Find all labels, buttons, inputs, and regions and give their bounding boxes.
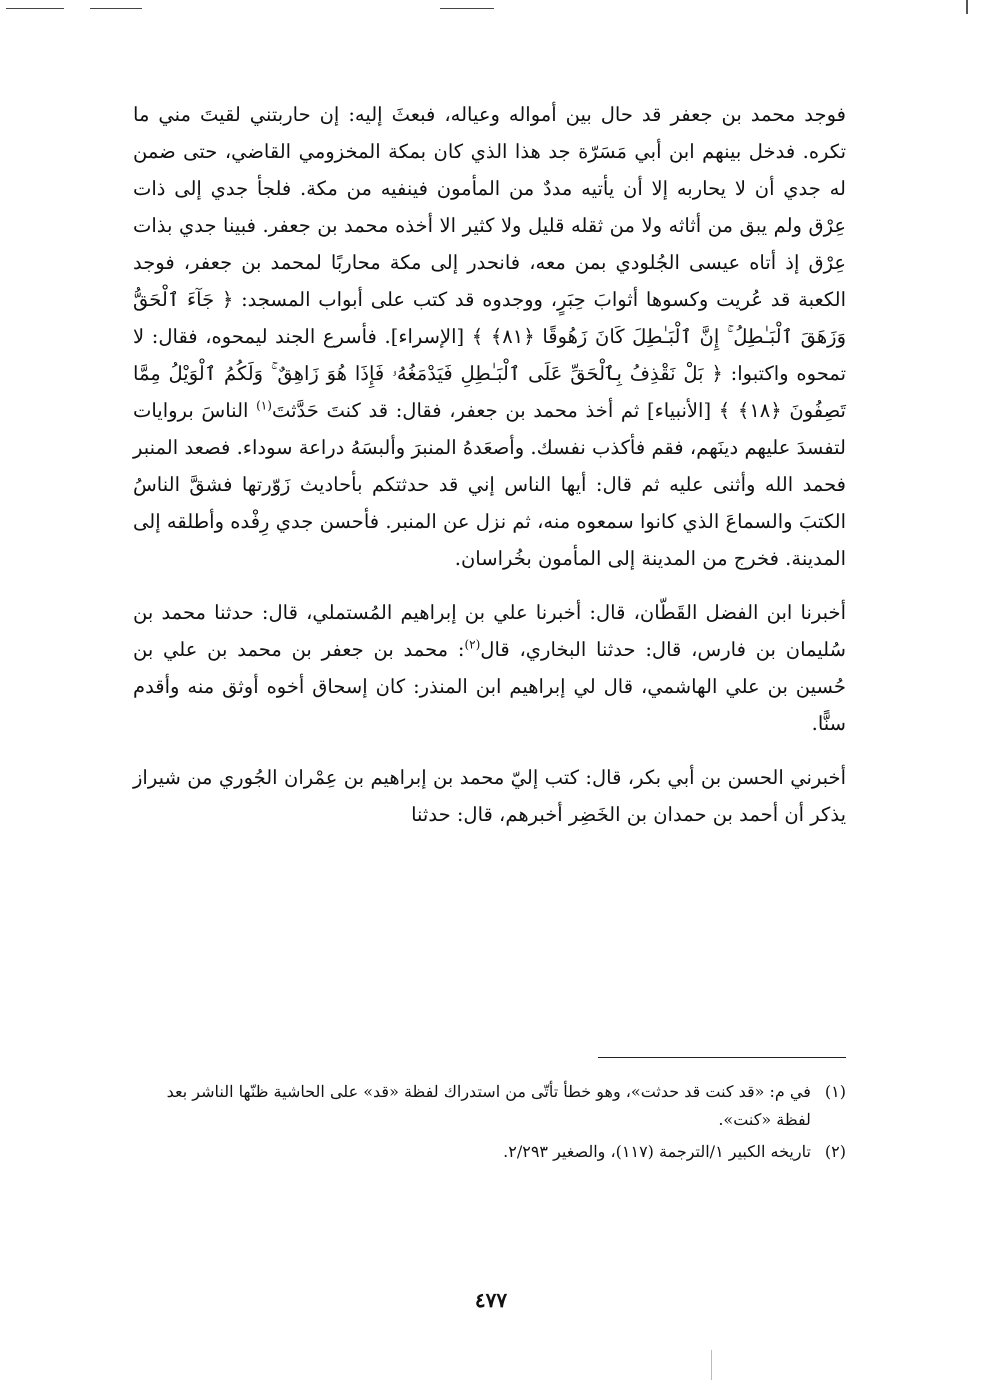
header-rule-left-2 [90, 8, 142, 9]
main-text [133, 96, 846, 833]
footnote-ref-2[interactable]: (٢) [464, 637, 481, 652]
footnote-1-number: (١) [824, 1082, 846, 1101]
footnote-ref-1[interactable]: (١) [256, 398, 272, 413]
paragraph-1-continuation: الناسَ بروايات لتفسدَ عليهم دينَهم، فقم فأكذب نفسك. وأصعَدهُ المنبرَ وألبسَهُ دراعة سوداء. فصعد المنبر فحمد الله وأثنى عليه ثم قال: أيها الناس إني قد حدثتكم بأحاديث زَوّرتها فشقَّ الناسُ الكتبَ والسماعَ الذي كانوا سمعوه منه، ثم نزل عن المنبر. فأحسن جدي رِفْده وأطلقه إلى المدينة. فخرج من المدينة إلى المأمون بخُراسان. [133, 399, 846, 570]
footnote-1 [133, 1078, 846, 1134]
paragraph-2-continuation: : محمد بن جعفر بن محمد بن علي بن حُسين بن علي الهاشمي، قال لي إبراهيم ابن المنذر: كان إسحاق أخوه أوثق منه وأقدم سنًّا. [133, 638, 846, 735]
paragraph-1 [133, 96, 846, 577]
scan-corner-mark [966, 0, 968, 14]
paragraph-3 [133, 759, 846, 833]
page-number: ٤٧٧ [474, 1288, 508, 1312]
header-rule-center [440, 8, 494, 9]
footnote-separator [598, 1057, 846, 1058]
footnote-2-text: تاريخه الكبير ١/الترجمة (١١٧)، والصغير ٢/٢٩٣. [503, 1142, 811, 1161]
paragraph-3-text: أخبرني الحسن بن أبي بكر، قال: كتب إليّ محمد بن إبراهيم بن عِمْران الجُوري من شيراز يذكر أن أحمد بن حمدان بن الخَضِر أخبرهم، قال: حدثنا [133, 766, 846, 826]
paragraph-2-text: أخبرنا ابن الفضل القَطّان، قال: أخبرنا علي بن إبراهيم المُستملي، قال: حدثنا محمد بن سُليمان بن فارس، قال: حدثنا البخاري، قال [133, 601, 846, 661]
scan-artifact-line [711, 1350, 712, 1380]
paragraph-2 [133, 594, 846, 742]
footnotes [133, 1078, 846, 1170]
header-rule-left [6, 8, 64, 9]
footnote-2 [133, 1138, 846, 1166]
paragraph-1-text: فوجد محمد بن جعفر قد حال بين أمواله وعياله، فبعثَ إليه: إن حاربتني لقيتَ مني ما تكره. فدخل بينهم ابن أبي مَسَرّة جد هذا الذي كان بمكة المخزومي القاضي، حتى ضمن له جدي أن لا يحاربه إلا أن يأتيه مددٌ من المأمون فينفيه من مكة. فلجأ جدي إلى ذات عِرْق ولم يبق من أثاثه ولا من ثقله قليل ولا كثير الا أخذه محمد بن جعفر. فبينا جدي بذات عِرْق إذ أتاه عيسى الجُلودي بمن معه، فانحدر إلى مكة محاربًا لمحمد بن جعفر، فوجد الكعبة قد عُريت وكسوها أثوابَ حِبَرٍ، ووجدوه قد كتب على أبواب المسجد: ﴿ جَآءَ ٱلْحَقُّ وَزَهَقَ ٱلْبَـٰطِلُ ۚ إِنَّ ٱلْبَـٰطِلَ كَانَ زَهُوقًا ﴿٨١﴾ ﴾ [الإسراء]. فأسرع الجند ليمحوه، فقال: لا تمحوه واكتبوا: ﴿ بَلْ نَقْذِفُ بِٱلْحَقِّ عَلَى ٱلْبَـٰطِلِ فَيَدْمَغُهُۥ فَإِذَا هُوَ زَاهِقٌ ۚ وَلَكُمُ ٱلْوَيْلُ مِمَّا تَصِفُونَ ﴿١٨﴾ ﴾ [الأنبياء] ثم أخذ محمد بن جعفر، فقال: قد كنتَ حَدَّثتَ [133, 103, 846, 422]
footnote-2-number: (٢) [824, 1142, 846, 1161]
footnote-1-text: في م: «قد كنت قد حدثت»، وهو خطأ تأتّى من استدراك لفظة «قد» على الحاشية ظنّها الناشر بعد لفظة «كنت». [166, 1082, 811, 1129]
